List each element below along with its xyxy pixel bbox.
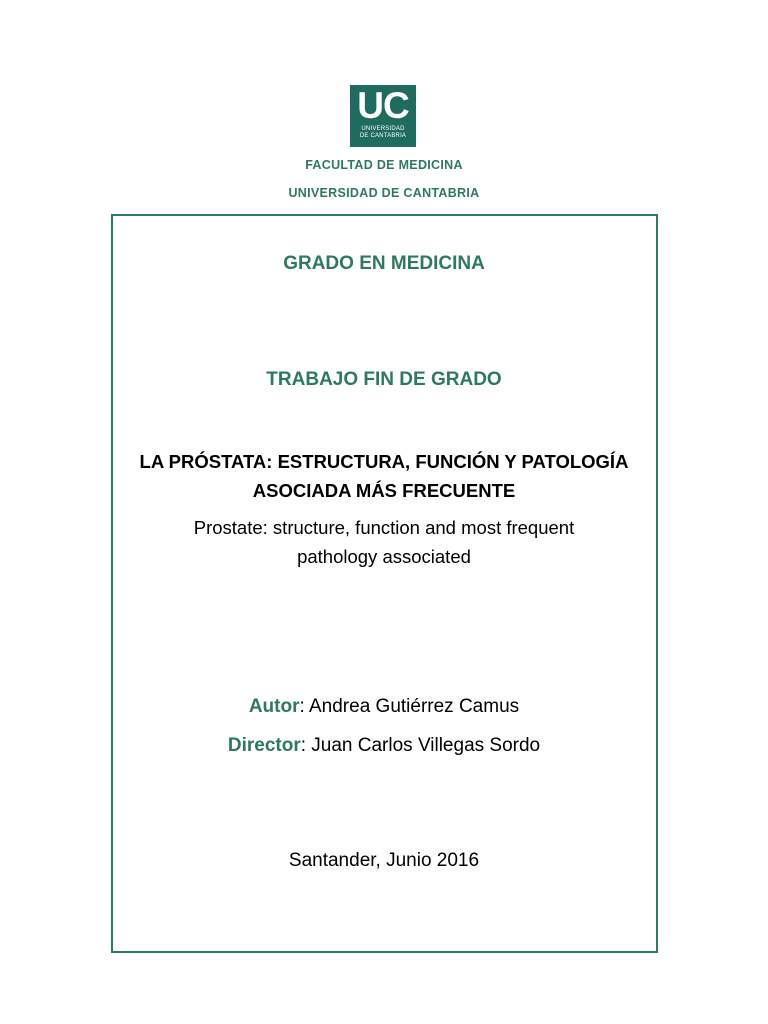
university-logo <box>350 85 416 147</box>
university-name: UNIVERSIDAD DE CANTABRIA <box>288 186 480 200</box>
director-separator: : <box>300 735 312 756</box>
faculty-name: FACULTAD DE MEDICINA <box>305 158 463 172</box>
author-line <box>0 696 768 718</box>
director-line <box>0 735 768 757</box>
work-type: TRABAJO FIN DE GRADO <box>266 369 502 390</box>
logo-line-2: DE CANTABRIA <box>359 133 407 139</box>
logo-mark: UC <box>357 85 409 126</box>
title-es-line-2: ASOCIADA MÁS FRECUENTE <box>252 480 516 501</box>
author-name: Andrea Gutiérrez Camus <box>309 696 520 717</box>
title-en-line-1: Prostate: structure, function and most frequent <box>193 517 575 538</box>
thesis-title-english <box>0 513 768 571</box>
director-name: Juan Carlos Villegas Sordo <box>311 735 541 756</box>
degree-title: GRADO EN MEDICINA <box>283 253 485 274</box>
director-label: Director <box>227 735 301 756</box>
logo-line-1: UNIVERSIDAD <box>361 126 405 132</box>
cover-frame <box>111 214 658 953</box>
title-es-line-1: LA PRÓSTATA: ESTRUCTURA, FUNCIÓN Y PATOLOGÍA <box>139 451 629 472</box>
title-en-line-2: pathology associated <box>297 546 471 567</box>
author-separator: : <box>299 696 309 717</box>
place-and-date: Santander, Junio 2016 <box>288 850 480 871</box>
thesis-title-spanish <box>0 447 768 505</box>
author-label: Autor <box>248 696 300 717</box>
